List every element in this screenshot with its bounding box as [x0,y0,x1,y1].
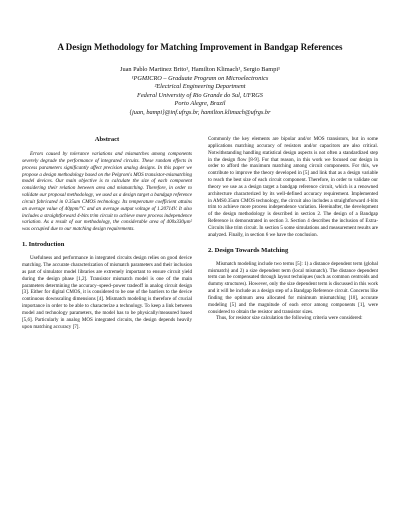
author-names: Juan Pablo Martinez Brito¹, Hamilton Klimach¹, Sergio Bampi¹ [120,66,280,73]
section-2-paragraph: Thus, for resistor size calculation the following criteria were considered: [216,315,363,322]
abstract-text: Errors caused by tolerance variations and mismatches among components severely degrade the performance of integrated circuits. These random effects in process parameters significantly affect precision analog designs. In this paper we propose a design methodology based on the Pelgrom's MOS transistor-mismatching model devices. Our main objective is to calculate the size of each component considering their relation between area and mismatching. Therefore, in order to validate our proposal methodology, we used as a design target a bandgap reference circuit fabricated in 0.35um CMOS technology. Its temperature coefficient attains an average value of 40ppm/°C and an average output voltage of 1.20714V. It also includes a straightforward 4-bits trim circuit to achieve more process independence variation. As a result of our methodology, the considerable area of 400x330µm² was occupied due to our matching design requirements. [22,151,192,233]
affiliation-1: ¹PGMICRO – Graduate Program on Microelectronics [131,74,269,82]
section-1-paragraph: Usefulness and performance in integrated circuits design relies on good device matching. The accurate characterization of mismatch parameters and their inclusion as part of simulator model libraries are extremely important to ensure circuit yield during the design phase [1,2]. Transistor mismatch model is one of the main parameters determining the accuracy–speed–power tradeoff in analog circuit design [3]. Either for digital CMOS, it is considered to be one of the barriers to the device continuous downscaling dimensions [4]. Mismatch modeling is therefore of crucial importance in order to be able to characterize a technology. To keep a link between model and technology parameters, the model has to be physically/measured based [5,6]. Particularly in analog MOS integrated circuits, the design depends heavily upon matching accuracy [7]. [22,255,192,330]
section-2-paragraph: Mismatch modeling include two terms [5]: 1) a distance dependent term (global mismatch) and 2) a size dependent term (local mismatch). The distance dependent term can be compensated through layout techniques (such as common centroids and dummy structures). However, only the size dependent term is discussed in this work and it will be include as a design step of a Bandgap Reference circuit. Concerns like finding the optimum area allocated for minimum mismatching [10], accurate modeling [5] and the magnitude of each error among components [1], were considered to obtain the resistor and transistor sizes. [208,260,378,315]
university: Federal University of Rio Grande do Sul, UFRGS [137,91,263,99]
city: Porto Alegre, Brazil [174,100,226,108]
affiliation-2: ²Electrical Engineering Department [154,83,246,91]
section-2-heading: 2. Design Towards Matching [208,246,289,254]
intro-continuation: Commonly the key elements are bipolar and/or MOS transistors, but in some applications matching accuracy of resistors and/or capacitors are also critical. Notwithstanding handling statistical design aspects is not often a standardized step in the design flow [8-9]. For that reason, in this work we focused our design in order to afford the maximum matching among circuit components. For this, we contribute to improve the theory developed in [5] and link that as a design variable to reach the best size of each circuit component. Therefore, in order to validate our theory we use as a design target a bandgap reference circuit, which is a renowned architecture characterized by its well-defined accuracy requirement. Implemented in AMS0.35um CMOS technology, the circuit also includes a straightforward 4-bits trim to achieve more process independence variation. Hereinafter, the development of the design methodology is described in section 2. The design of a Bandgap Reference is demonstrated in section 3. Section 4 describes the inclusion of Extra-Circuits like trim circuit. In section 5 some simulations and measurement results are analyzed. Finally, in section 6 we have the conclusion. [208,136,378,238]
paper-title: A Design Methodology for Matching Improvement in Bandgap References [57,42,343,52]
author-block [40,66,360,118]
section-1-heading: 1. Introduction [22,241,65,249]
emails: {juan, bampi}@inf.ufrgs.br, hamilton.klimach@ufrgs.br [129,108,271,116]
abstract-heading: Abstract [94,136,120,143]
right-column [208,136,378,322]
left-column [22,136,192,330]
